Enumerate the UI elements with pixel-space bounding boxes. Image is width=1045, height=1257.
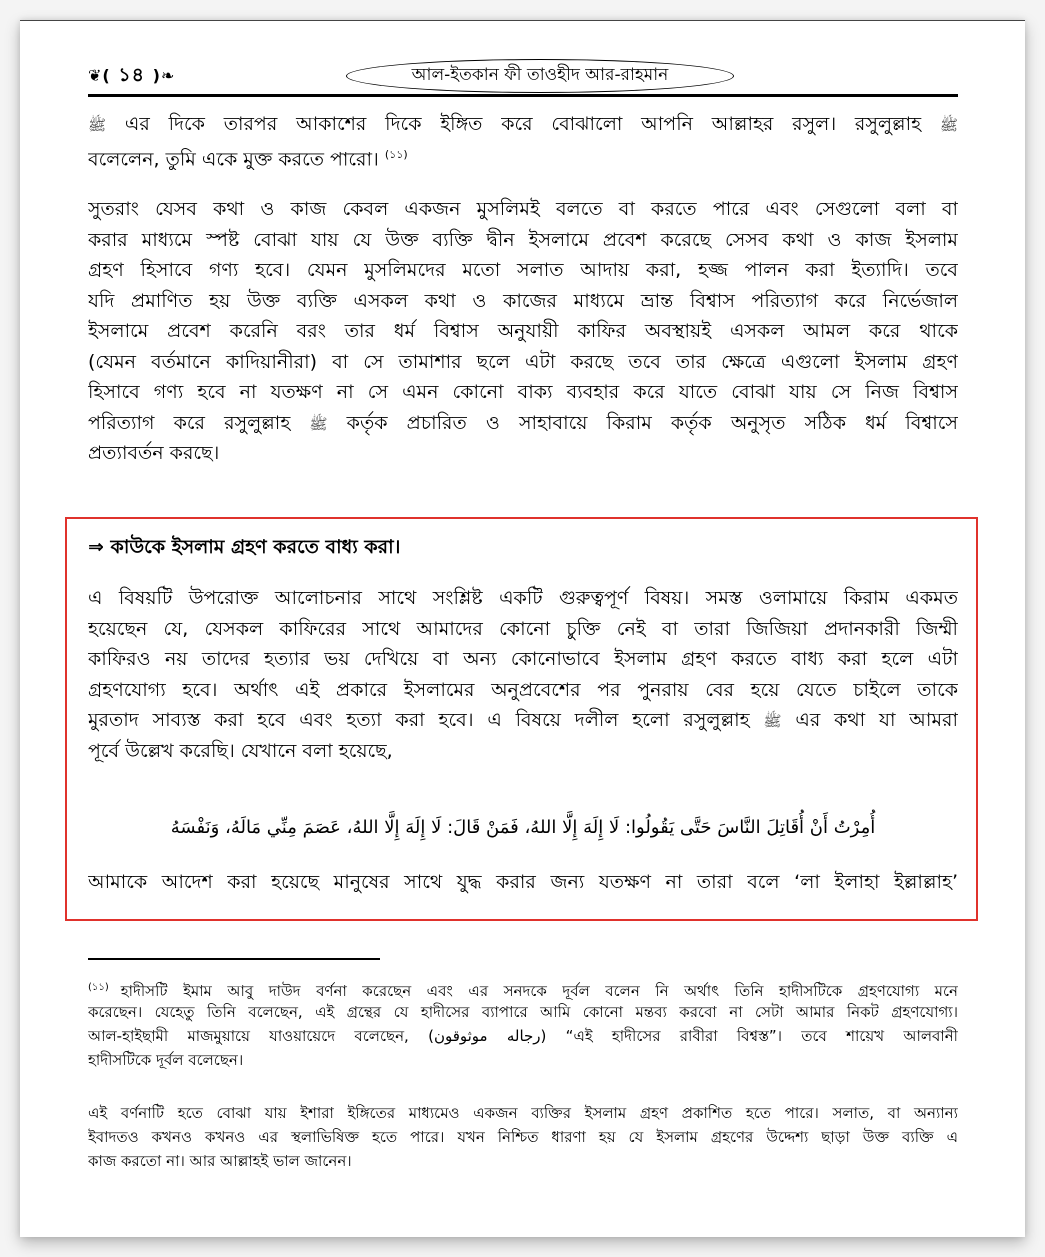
text-line: গ্রহণ হিসাবে গণ্য হবে। যেমন মুসলিমদের মতো সলাত আদায় করা, হজ্জ পালন করা ইত্যাদি। তবে	[88, 259, 958, 281]
header-divider	[88, 94, 958, 97]
footnote-1	[88, 976, 958, 1072]
text-segment: এর দিকে তারপর আকাশের দিকে ইঙ্গিত করে বোঝালো আপনি আল্লাহর রসুল। রসুলুল্লাহ	[124, 113, 922, 135]
page-header	[88, 57, 958, 97]
section-heading	[88, 533, 400, 565]
translation	[88, 867, 958, 898]
text-line: কাজ করতো না। আর আল্লাহই ভাল জানেন।	[88, 1152, 352, 1170]
arabic-hadith-quote: أُمِرْتُ أَنْ أُقَاتِلَ النَّاسَ حَتَّى يَقُولُوا: لَا إِلَهَ إِلَّا اللهُ، فَمَنْ قَالَ: لَا إِلَهَ إِلَّا اللهُ، عَصَمَ مِنِّي مَالَهُ، وَنَفْسَهُ	[170, 817, 876, 838]
text-segment: কর্তৃক প্রচারিত ও সাহাবায়ে কিরাম কর্তৃক অনুসৃত সঠিক ধর্ম বিশ্বাসে	[346, 411, 958, 434]
text-line: গ্রহণযোগ্য হবে। অর্থাৎ এই প্রকারে ইসলামের অনুপ্রবেশের পর পুনরায় বের হয়ে যেতে চাইলে তাকে	[88, 678, 958, 701]
text-line: করেছেন। যেহেতু তিনি বলেছেন, এই গ্রন্থের যে হাদীসের ব্যাপারে আমি কোনো মন্তব্য করবো না সেটা আমার নিকট গ্রহণযোগ্য।	[88, 1003, 958, 1021]
text-line: এই বর্ণনাটি হতে বোঝা যায় ইশারা ইঙ্গিতের মাধ্যমেও একজন ব্যক্তির ইসলাম গ্রহণ প্রকাশিত হতে পারে। সলাত, বা অন্যান্য	[88, 1104, 958, 1122]
text-line	[88, 976, 958, 1000]
ornament-left-icon: ❦(	[88, 66, 111, 85]
text-line: পূর্বে উল্লেখ করেছি। যেখানে বলা হয়েছে,	[88, 739, 393, 762]
paragraph-1	[88, 109, 958, 170]
text-line: আমাকে আদেশ করা হয়েছে মানুষের সাথে যুদ্ধ করার জন্য যতক্ষণ না তারা বলে ‘লা ইলাহা ইল্লাল্লাহ’	[88, 871, 958, 893]
text-line	[88, 705, 958, 736]
text-segment: পরিত্যাগ করে রসুলুল্লাহ	[88, 411, 291, 434]
document-page	[20, 20, 1025, 1237]
text-line	[88, 140, 958, 171]
text-line: (যেমন বর্তমানে কাদিয়ানীরা) বা সে তামাশার ছলে এটা করছে তবে তার ক্ষেত্রে এগুলো ইসলাম গ্রহণ	[88, 350, 958, 373]
footnote-1-continued	[88, 1101, 958, 1173]
arrow-icon: ⇒	[88, 536, 104, 558]
text-segment: এর কথা যা আমরা	[795, 709, 958, 731]
book-title	[346, 59, 734, 93]
page-number	[88, 61, 175, 93]
text-segment: “এই হাদীসের রাবীরা বিশ্বস্ত”। তবে শায়েখ আলবানী	[565, 1027, 958, 1045]
text-line: প্রত্যাবর্তন করছে।	[88, 442, 220, 464]
book-title-text: আল-ইতকান ফী তাওহীদ আর-রাহমান	[411, 65, 669, 85]
text-line	[88, 1024, 958, 1048]
text-line: হাদীসটিকে দূর্বল বলেছেন।	[88, 1051, 244, 1069]
footnote-marker: (১১)	[88, 982, 109, 993]
text-line: হিসাবে গণ্য হবে না যতক্ষণ না সে এমন কোনো বাক্য ব্যবহার করে যাতে বোঝা যায় সে নিজ বিশ্বাস	[88, 381, 958, 403]
salawat-icon: ﷺ	[88, 116, 107, 134]
text-segment: বলেলেন, তুমি একে মুক্ত করতে পারো।	[88, 147, 379, 170]
text-segment: হাদীসটি ইমাম আবু দাউদ বর্ণনা করেছেন এবং এর সনদকে দূর্বল বলেন নি অর্থাৎ তিনি হাদীসটিকে গ্রহণযোগ্য মনে	[120, 982, 958, 1000]
salawat-icon: ﷺ	[939, 116, 958, 134]
arabic-narrators-note: (رجاله موثوقون)	[428, 1027, 547, 1045]
page-number-value: ১৪	[118, 64, 146, 86]
text-line	[88, 109, 958, 140]
salawat-icon: ﷺ	[309, 414, 328, 433]
paragraph-2	[88, 194, 958, 469]
text-segment: মুরতাদ সাব্যস্ত করা হবে এবং হত্যা করা হবে। এ বিষয়ে দলীল হলো রসুলুল্লাহ	[88, 709, 750, 731]
salawat-icon: ﷺ	[763, 712, 782, 730]
ornament-right-icon: )❧	[152, 66, 176, 85]
text-line: কাফিরও নয় তাদের হত্যার ভয় দেখিয়ে বা অন্য কোনোভাবে ইসলাম গ্রহণ করতে বাধ্য করা হলে এটা	[88, 648, 958, 670]
text-line: সুতরাং যেসব কথা ও কাজ কেবল একজন মুসলিমই বলতে বা করতে পারে এবং সেগুলো বলা বা	[88, 198, 958, 220]
text-line: এ বিষয়টি উপরোক্ত আলোচনার সাথে সংশ্লিষ্ট একটি গুরুত্বপূর্ণ বিষয়। সমস্ত ওলামায়ে কিরাম একমত	[88, 587, 958, 609]
text-line	[88, 408, 958, 439]
text-line: ইবাদতও কখনও কখনও এর স্থলাভিষিক্ত হতে পারে। যখন নিশ্চিত ধারণা হয় যে ইসলাম গ্রহণের উদ্দেশ্য ছাড়া উক্ত ব্যক্তি এ	[88, 1128, 958, 1146]
paragraph-3	[88, 583, 958, 766]
text-line: হয়েছেন যে, যেসকল কাফিরের সাথে আমাদের কোনো চুক্তি নেই বা তারা জিজিয়া প্রদানকারী জিম্মী	[88, 617, 958, 640]
text-segment: আল-হাইছামী মাজমুয়ায়ে যাওয়ায়েদে বলেছেন,	[88, 1027, 409, 1045]
footnote-divider	[88, 958, 380, 960]
text-line: ইসলামে প্রবেশ করেনি বরং তার ধর্ম বিশ্বাস অনুযায়ী কাফির অবস্থায়ই এসকল আমল করে থাকে	[88, 320, 958, 342]
section-heading-text: কাউকে ইসলাম গ্রহণ করতে বাধ্য করা।	[110, 536, 401, 558]
text-line: যদি প্রমাণিত হয় উক্ত ব্যক্তি এসকল কথা ও কাজের মাধ্যমে ভ্রান্ত বিশ্বাস পরিত্যাগ করে নির্ভেজাল	[88, 289, 958, 312]
footnote-ref[interactable]: (১১)	[384, 147, 408, 161]
text-line: করার মাধ্যমে স্পষ্ট বোঝা যায় যে উক্ত ব্যক্তি দ্বীন ইসলামে প্রবেশ করেছে সেসব কথা ও কাজ ইসলাম	[88, 228, 958, 251]
